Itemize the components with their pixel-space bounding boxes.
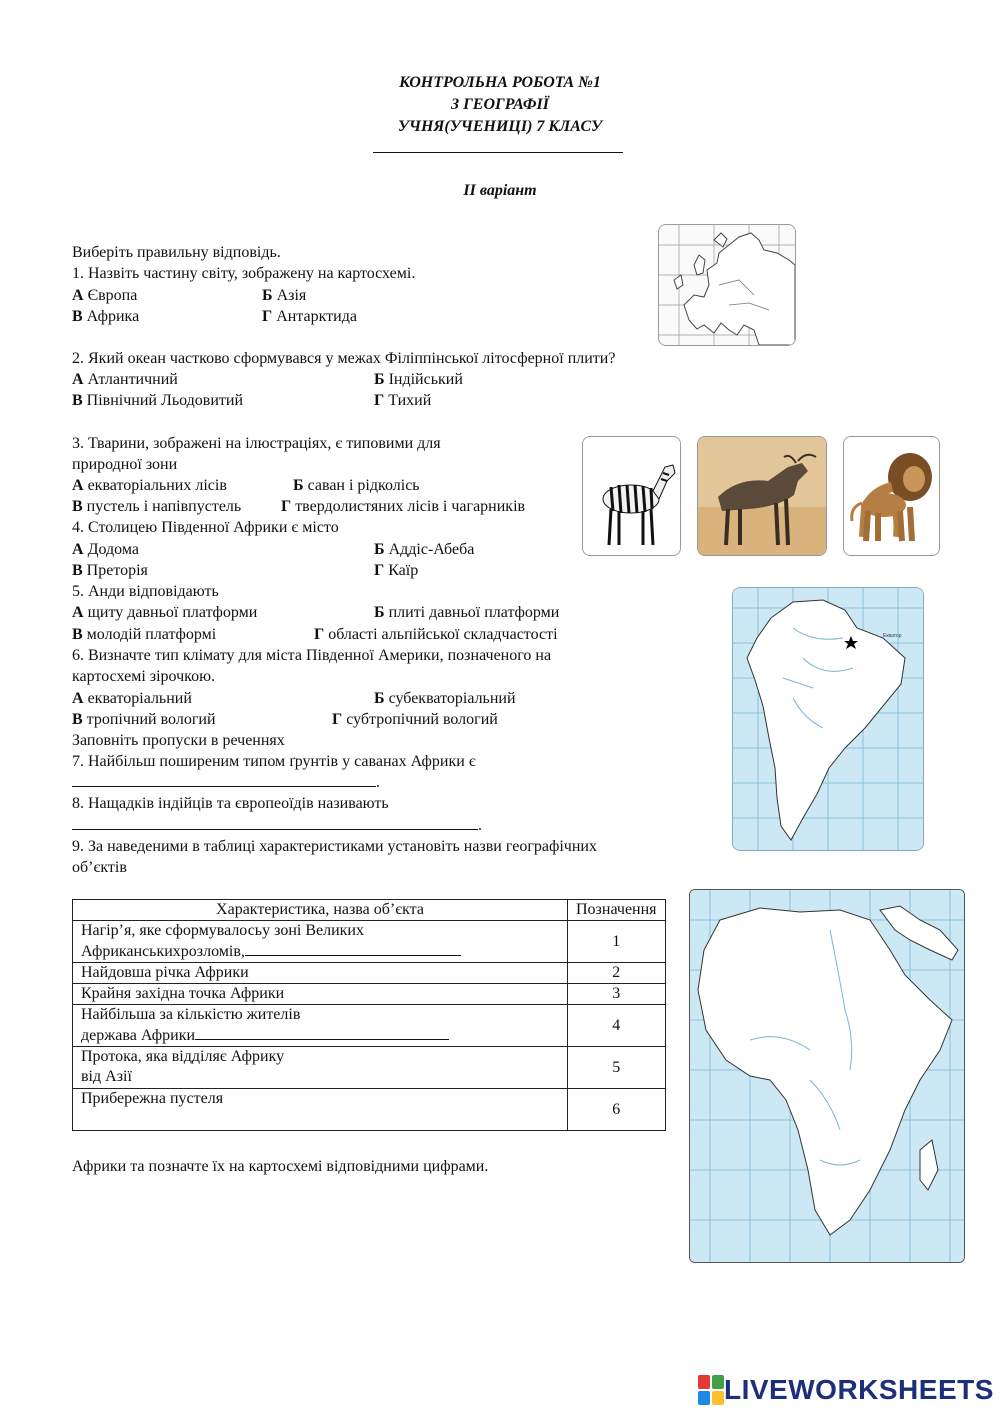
liveworksheets-logo-icon xyxy=(698,1375,724,1405)
q1-option-d[interactable]: Г Антарктида xyxy=(262,308,357,325)
equator-label: Екватор xyxy=(883,633,902,639)
q3-option-b[interactable]: Б саван і рідколісь xyxy=(293,477,420,494)
title-line-2: З ГЕОГРАФІЇ xyxy=(451,96,549,113)
q2-option-b[interactable]: Б Індійський xyxy=(374,371,463,388)
q6-text-1: 6. Визначте тип клімату для міста Південної Америки, позначеного на xyxy=(72,647,552,664)
table-cell-characteristic[interactable]: Нагір’я, яке сформувалосьу зоні Великих Африканськихрозломів, xyxy=(73,921,568,963)
table-cell-number: 3 xyxy=(568,984,666,1005)
q6-option-a[interactable]: А екваторіальний xyxy=(72,690,192,707)
q7-text: 7. Найбільш поширеним типом ґрунтів у саванах Африки є xyxy=(72,753,476,770)
q4-option-b[interactable]: Б Аддіс-Абеба xyxy=(374,541,475,558)
q6-option-d[interactable]: Г субтропічний вологий xyxy=(332,711,498,728)
q5-text: 5. Анди відповідають xyxy=(72,583,219,600)
table-cell-characteristic[interactable]: Найбільша за кількістю жителів держава Африки xyxy=(73,1005,568,1047)
q2-option-a[interactable]: А Атлантичний xyxy=(72,371,178,388)
africa-map-icon xyxy=(690,890,964,1262)
table-header-row xyxy=(73,900,666,921)
intro-text: Виберіть правильну відповідь. xyxy=(72,244,281,261)
table-row xyxy=(73,1047,666,1089)
q5-option-a[interactable]: А щиту давньої платформи xyxy=(72,604,258,621)
q4-text: 4. Столицею Південної Африки є місто xyxy=(72,519,339,536)
q7-answer-line[interactable]: . xyxy=(72,772,380,793)
table-cell-characteristic[interactable]: Крайня західна точка Африки xyxy=(73,984,568,1005)
q3-text-2: природної зони xyxy=(72,456,178,473)
wildebeest-icon xyxy=(698,437,826,555)
table-cell-number: 2 xyxy=(568,963,666,984)
table-row xyxy=(73,1005,666,1047)
table-cell-characteristic[interactable]: Найдовша річка Африки xyxy=(73,963,568,984)
south-america-map-icon xyxy=(733,588,923,850)
q1-option-c[interactable]: В Африка xyxy=(72,308,140,325)
q3-option-c[interactable]: В пустель і напівпустель xyxy=(72,498,242,515)
q4-option-d[interactable]: Г Каїр xyxy=(374,562,419,579)
q8-answer-line[interactable]: . xyxy=(72,815,482,836)
table-cell-number: 1 xyxy=(568,921,666,963)
table-cell-number: 4 xyxy=(568,1005,666,1047)
table-row xyxy=(73,1089,666,1131)
lion-icon xyxy=(844,437,939,555)
table-cell-characteristic[interactable]: Прибережна пустеля xyxy=(73,1089,568,1131)
q1-option-a[interactable]: А Європа xyxy=(72,287,138,304)
table-row xyxy=(73,984,666,1005)
q2-option-d[interactable]: Г Тихий xyxy=(374,392,432,409)
liveworksheets-logo[interactable] xyxy=(698,1373,994,1407)
europe-map-icon xyxy=(659,225,795,345)
footer-instruction: Африки та позначте їх на картосхемі відповідними цифрами. xyxy=(72,1158,489,1175)
table-cell-number: 5 xyxy=(568,1047,666,1089)
q9-text-2: об’єктів xyxy=(72,859,127,876)
q2-text: 2. Який океан частково сформувався у межах Філіппінської літосферної плити? xyxy=(72,350,616,367)
wildebeest-image xyxy=(697,436,827,556)
title-line-1: КОНТРОЛЬНА РОБОТА №1 xyxy=(399,74,601,91)
title-line-3: УЧНЯ(УЧЕНИЦІ) 7 КЛАСУ xyxy=(397,118,603,135)
q9-text-1: 9. За наведеними в таблиці характеристиками установіть назви географічних xyxy=(72,838,597,855)
table-header-designation: Позначення xyxy=(568,900,666,921)
table-row xyxy=(73,963,666,984)
q5-option-c[interactable]: В молодій платформі xyxy=(72,626,217,643)
q3-option-a[interactable]: А екваторіальних лісів xyxy=(72,477,227,494)
q5-option-b[interactable]: Б плиті давньої платформи xyxy=(374,604,560,621)
q1-option-b[interactable]: Б Азія xyxy=(262,287,307,304)
table-cell-characteristic[interactable]: Протока, яка відділяє Африку від Азії xyxy=(73,1047,568,1089)
characteristics-table xyxy=(72,899,666,1131)
q6-option-b[interactable]: Б субекваторіальний xyxy=(374,690,516,707)
q2-option-c[interactable]: В Північний Льодовитий xyxy=(72,392,244,409)
zebra-image xyxy=(582,436,681,556)
table-header-characteristic: Характеристика, назва об’єкта xyxy=(73,900,568,921)
variant-label: ІІ варіант xyxy=(463,182,537,199)
logo-text: LIVEWORKSHEETS xyxy=(724,1374,994,1405)
zebra-icon xyxy=(583,437,680,555)
q1-text: 1. Назвіть частину світу, зображену на картосхемі. xyxy=(72,265,416,282)
q6-option-c[interactable]: В тропічний вологий xyxy=(72,711,216,728)
q4-option-a[interactable]: А Додома xyxy=(72,541,139,558)
africa-map-image xyxy=(689,889,965,1263)
name-underline xyxy=(373,152,623,153)
fill-intro-text: Заповніть пропуски в реченнях xyxy=(72,732,285,749)
lion-image xyxy=(843,436,940,556)
q3-option-d[interactable]: Г твердолистяних лісів і чагарників xyxy=(281,498,526,515)
q5-option-d[interactable]: Г області альпійської складчастості xyxy=(314,626,558,643)
europe-map-image xyxy=(658,224,796,346)
q3-text-1: 3. Тварини, зображені на ілюстраціях, є типовими для xyxy=(72,435,441,452)
q8-text: 8. Нащадків індійців та європеоїдів називають xyxy=(72,795,389,812)
q4-option-c[interactable]: В Преторія xyxy=(72,562,148,579)
south-america-map-image xyxy=(732,587,924,851)
table-cell-number: 6 xyxy=(568,1089,666,1131)
table-row xyxy=(73,921,666,963)
q6-text-2: картосхемі зірочкою. xyxy=(72,668,216,685)
